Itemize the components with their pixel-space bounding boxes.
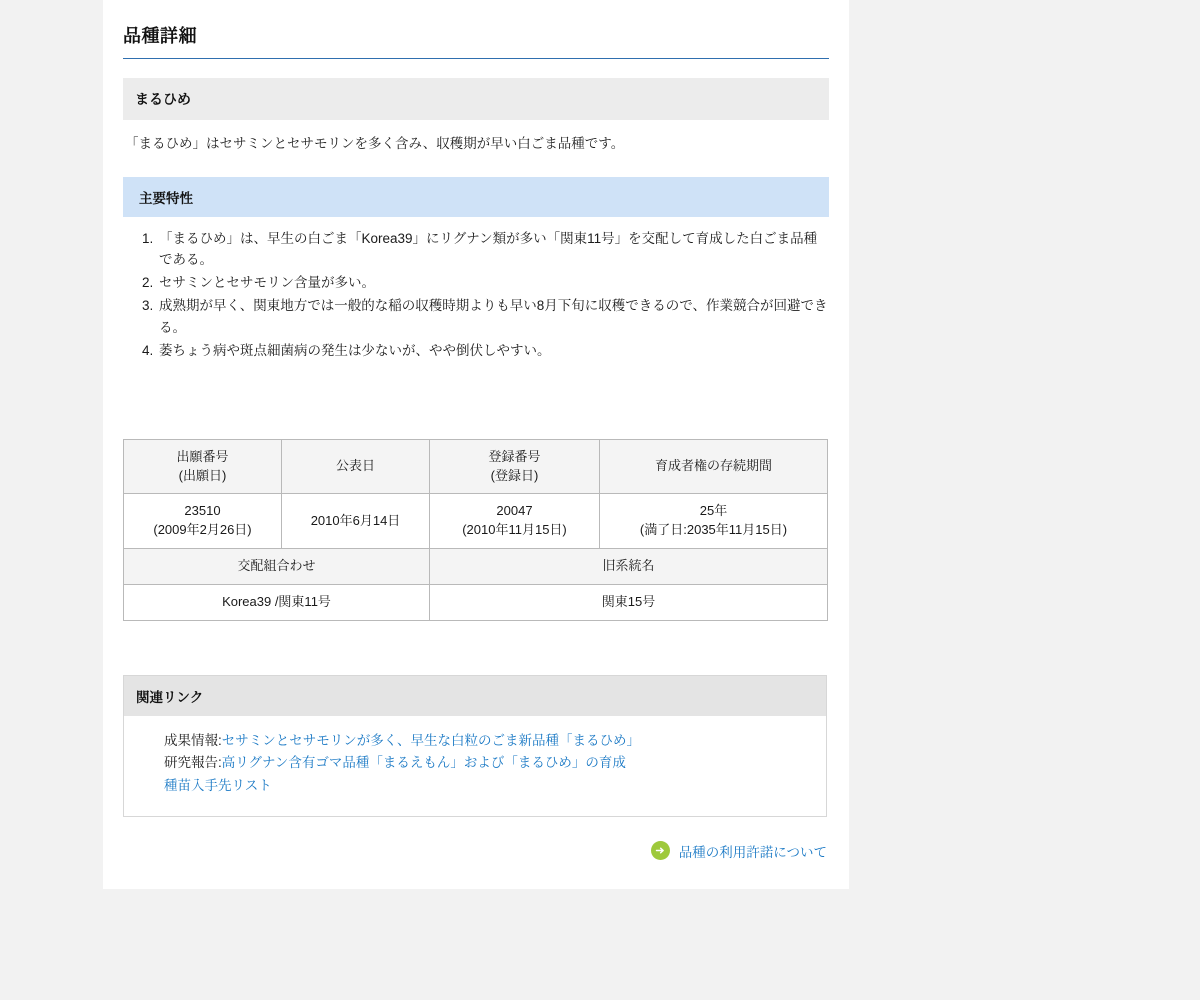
list-item: 3. 成熟期が早く、関東地方では一般的な稲の収穫時期よりも早い8月下旬に収穫できるので、作業競合が回避できる。 [157, 295, 829, 339]
list-item: 4. 萎ちょう病や斑点細菌病の発生は少ないが、やや倒伏しやすい。 [157, 340, 829, 362]
table-cell: Korea39 /関東11号 [124, 584, 430, 620]
cell-line-1: 25年 [699, 503, 728, 519]
cell-line-1: 公表日 [335, 458, 375, 474]
page-title: 品種詳細 [123, 0, 829, 59]
table-header-cell: 旧系統名 [430, 549, 828, 585]
cell-line-2: (登録日) [490, 467, 539, 483]
features-section-header: 主要特性 [123, 177, 829, 217]
table-header-cell [124, 439, 282, 494]
list-item [136, 752, 814, 775]
table-header-cell [430, 439, 600, 494]
document-page [103, 0, 849, 889]
list-item: 1. 「まるひめ」は、早生の白ごま「Korea39」にリグナン類が多い「関東11号」を交配して育成した白ごま品種である。 [157, 228, 829, 272]
variety-description: 「まるひめ」はセサミンとセサモリンを多く含み、収穫期が早い白ごま品種です。 [125, 136, 625, 151]
cell-line-2: (2010年11月15日) [462, 522, 567, 538]
cell-line-2: (出願日) [178, 467, 227, 483]
list-item [136, 730, 814, 753]
related-link[interactable]: 高リグナン含有ゴマ品種「まるえもん」および「まるひめ」の育成 [221, 755, 626, 771]
cell-line-2: (2009年2月26日) [153, 522, 252, 538]
license-footer [123, 841, 829, 889]
table-header-cell [282, 439, 430, 494]
list-item: 2. セサミンとセサモリン含量が多い。 [157, 272, 829, 294]
related-links-header: 関連リンク [124, 676, 826, 716]
related-links-body [124, 716, 826, 816]
table-cell [600, 494, 828, 549]
table-header-row [124, 439, 828, 494]
spacer [123, 363, 829, 439]
table-cell: 関東15号 [430, 584, 828, 620]
variety-name-header: まるひめ [123, 78, 829, 120]
cell-line-1: 登録番号 [488, 448, 541, 464]
table-header-cell [600, 439, 828, 494]
cell-line-1: 23510 [184, 503, 221, 519]
cell-line-2: (満了日:2035年11月15日) [639, 522, 788, 538]
license-link[interactable]: 品種の利用許諾について [678, 844, 827, 860]
features-list [123, 228, 829, 362]
related-link-label: 研究報告: [164, 755, 222, 771]
table-subheader-row [124, 549, 828, 585]
table-cell [124, 494, 282, 549]
registration-table [123, 439, 828, 621]
cell-line-1: 出願番号 [176, 448, 229, 464]
list-item [136, 775, 814, 798]
table-cell [282, 494, 430, 549]
related-link-label: 成果情報: [164, 732, 222, 748]
table-row [124, 584, 828, 620]
related-link[interactable]: セサミンとセサモリンが多く、早生な白粒のごま新品種「まるひめ」 [221, 732, 640, 748]
related-links-box [123, 675, 827, 817]
cell-line-1: 2010年6月14日 [310, 512, 401, 528]
cell-line-1: 育成者権の存続期間 [654, 458, 772, 474]
table-header-cell: 交配組合わせ [124, 549, 430, 585]
arrow-right-circle-icon [651, 841, 670, 860]
related-link[interactable]: 種苗入手先リスト [164, 778, 272, 794]
table-row [124, 494, 828, 549]
cell-line-1: 20047 [496, 503, 533, 519]
table-cell [430, 494, 600, 549]
